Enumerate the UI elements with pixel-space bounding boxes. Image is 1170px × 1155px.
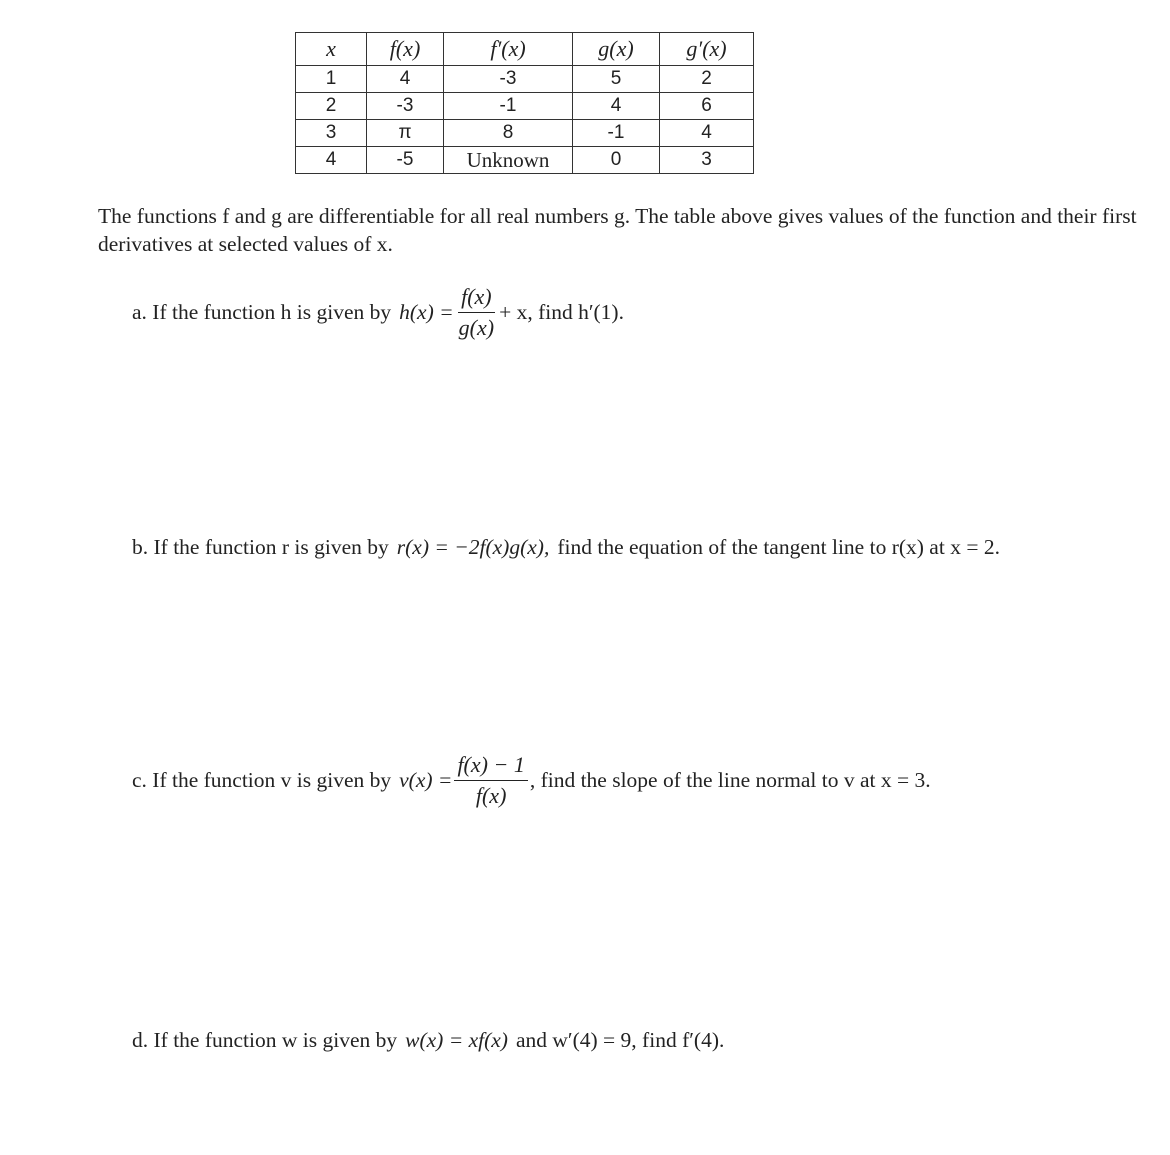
table-cell: 1 (296, 66, 367, 93)
question-a (132, 284, 624, 341)
question-b (132, 535, 1000, 560)
question-b-rest: find the equation of the tangent line to r(x) at x = 2. (557, 535, 1000, 559)
question-a-fraction (456, 284, 497, 341)
question-d-rest: and w′(4) = 9, find f′(4). (515, 1028, 725, 1052)
table-cell: 4 (296, 147, 367, 174)
table-cell: 3 (296, 120, 367, 147)
table-row (296, 66, 754, 93)
table-cell: 2 (296, 93, 367, 120)
table-cell: Unknown (444, 147, 573, 174)
question-a-lhs: h(x) = (399, 300, 454, 324)
question-d-expression: w(x) = xf(x) (405, 1028, 508, 1052)
table-cell: 2 (660, 66, 754, 93)
question-a-prefix: a. If the function h is given by (132, 300, 392, 324)
table-cell: -3 (367, 93, 444, 120)
values-table (295, 32, 754, 174)
table-cell: -3 (444, 66, 573, 93)
table-cell: 5 (573, 66, 660, 93)
table-cell: -1 (573, 120, 660, 147)
table-cell: 0 (573, 147, 660, 174)
question-c-rest: , find the slope of the line normal to v at x = 3. (529, 768, 931, 792)
question-c-prefix: c. If the function v is given by (132, 768, 392, 792)
table-row (296, 120, 754, 147)
table-cell: π (367, 120, 444, 147)
table-header-row (296, 33, 754, 66)
table-cell: 4 (367, 66, 444, 93)
table-row (296, 93, 754, 120)
header-x: x (296, 33, 367, 66)
table-cell: 4 (573, 93, 660, 120)
header-f-prime: f′(x) (444, 33, 573, 66)
question-d (132, 1028, 724, 1053)
question-c-denominator: f(x) (475, 783, 507, 808)
question-c-numerator: f(x) − 1 (454, 752, 527, 781)
table-cell: -5 (367, 147, 444, 174)
question-d-prefix: d. If the function w is given by (132, 1028, 398, 1052)
question-b-prefix: b. If the function r is given by (132, 535, 389, 559)
table-cell: 3 (660, 147, 754, 174)
table-cell: 8 (444, 120, 573, 147)
header-f: f(x) (367, 33, 444, 66)
question-c (132, 752, 931, 809)
intro-paragraph: The functions f and g are differentiable for all real numbers g. The table above gives values of the function and their first derivatives at selected values of x. (98, 204, 1137, 256)
question-c-lhs: v(x) = (399, 768, 453, 792)
table-cell: -1 (444, 93, 573, 120)
table-cell: 4 (660, 120, 754, 147)
table-row (296, 147, 754, 174)
question-a-rest: + x, find h′(1). (499, 300, 624, 324)
header-g-prime: g′(x) (660, 33, 754, 66)
table-cell: 6 (660, 93, 754, 120)
question-b-expression: r(x) = −2f(x)g(x), (396, 535, 550, 559)
header-g: g(x) (573, 33, 660, 66)
question-a-numerator: f(x) (458, 284, 495, 313)
question-a-denominator: g(x) (458, 315, 495, 340)
question-c-fraction (454, 752, 527, 809)
